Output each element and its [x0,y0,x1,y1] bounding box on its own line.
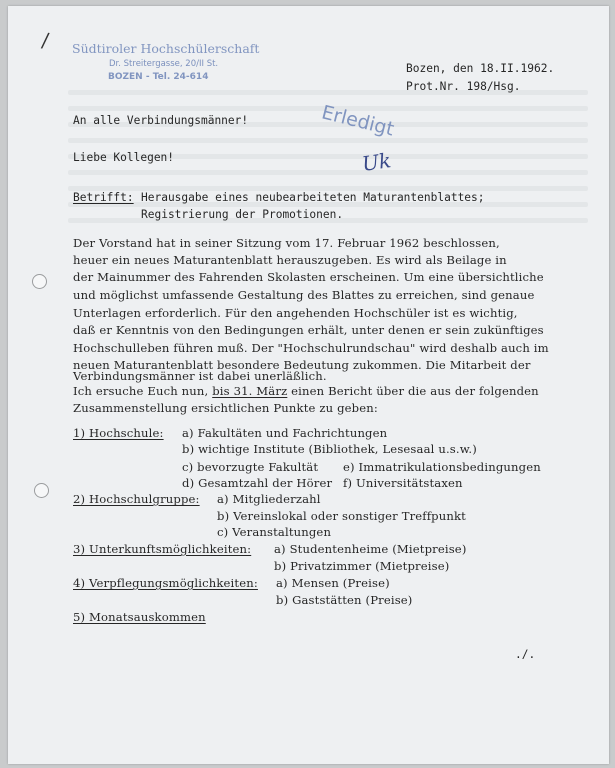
deadline: bis 31. März [212,384,288,398]
section-4-item: b) Gaststätten (Preise) [276,593,413,607]
body-line: Verbindungsmänner ist dabei unerläßlich. [73,369,327,383]
salutation: Liebe Kollegen! [73,151,175,164]
place-date: Bozen, den 18.II.1962. [406,62,555,75]
section-1-item: d) Gesamtzahl der Hörer [182,476,333,490]
request-line-1 [73,386,539,398]
section-3-item: a) Studentenheime (Mietpreise) [274,542,467,556]
addressee: An alle Verbindungsmänner! [73,114,249,127]
letterhead-org: Südtiroler Hochschülerschaft [72,41,260,56]
section-2-item: a) Mitgliederzahl [217,492,321,506]
request-line-2: Zusammenstellung ersichtlichen Punkte zu geben: [73,401,378,415]
letterhead-street: Dr. Streitergasse, 20/II St. [109,59,219,69]
punch-hole-lower [34,483,49,498]
body-line: heuer ein neues Maturantenblatt herauszugeben. Es wird als Beilage in [73,253,507,267]
section-3-label: 3) Unterkunftsmöglichkeiten: [73,542,252,556]
body-line: und möglichst umfassende Gestaltung des Blattes zu erreichen, sind genaue [73,288,535,302]
section-1-item: e) Immatrikulationsbedingungen [343,460,541,474]
handwritten-initials: Uk [360,148,393,176]
section-4-item: a) Mensen (Preise) [276,576,390,590]
subject-line-2: Registrierung der Promotionen. [141,208,344,221]
request-post: einen Bericht über die aus der folgenden [287,384,539,398]
body-line: Hochschulleben führen muß. Der "Hochschulrundschau" wird deshalb auch im [73,341,549,355]
section-1-item: f) Universitätstaxen [343,476,463,490]
section-2-label: 2) Hochschulgruppe: [73,492,200,506]
section-1-label: 1) Hochschule: [73,426,164,440]
body-line: neuen Maturantenblatt besondere Bedeutung zukommen. Die Mitarbeit der [73,358,531,372]
section-3-item: b) Privatzimmer (Mietpreise) [274,559,450,573]
section-1-item: c) bevorzugte Fakultät [182,460,319,474]
punch-hole-upper [32,274,47,289]
letterhead-city-phone: BOZEN - Tel. 24-614 [108,72,209,82]
request-pre: Ich ersuche Euch nun, [73,384,213,398]
continuation-mark: ./. [515,648,536,661]
subject-label: Betrifft: [73,191,134,204]
body-line: Unterlagen erforderlich. Für den angehenden Hochschüler ist es wichtig, [73,306,518,320]
section-2-item: b) Vereinslokal oder sonstiger Treffpunkt [217,509,466,523]
erledigt-stamp: Erledigt [319,101,397,141]
section-1-item: b) wichtige Institute (Bibliothek, Lesesaal u.s.w.) [182,442,477,456]
section-2-item: c) Veranstaltungen [217,525,332,539]
body-line: Der Vorstand hat in seiner Sitzung vom 17. Februar 1962 beschlossen, [73,236,500,250]
section-5-label: 5) Monatsauskommen [73,610,206,624]
section-4-label: 4) Verpflegungsmöglichkeiten: [73,576,258,590]
subject-line-1: Herausgabe eines neubearbeiteten Maturantenblattes; [141,191,485,204]
protocol-number: Prot.Nr. 198/Hsg. [406,80,521,93]
body-line: der Mainummer des Fahrenden Skolasten erscheinen. Um eine übersichtliche [73,270,544,284]
corner-mark: / [40,27,51,53]
section-1-item: a) Fakultäten und Fachrichtungen [182,426,388,440]
body-line: daß er Kenntnis von den Bedingungen erhält, unter denen er sein zukünftiges [73,323,544,337]
letter-page [8,6,609,764]
